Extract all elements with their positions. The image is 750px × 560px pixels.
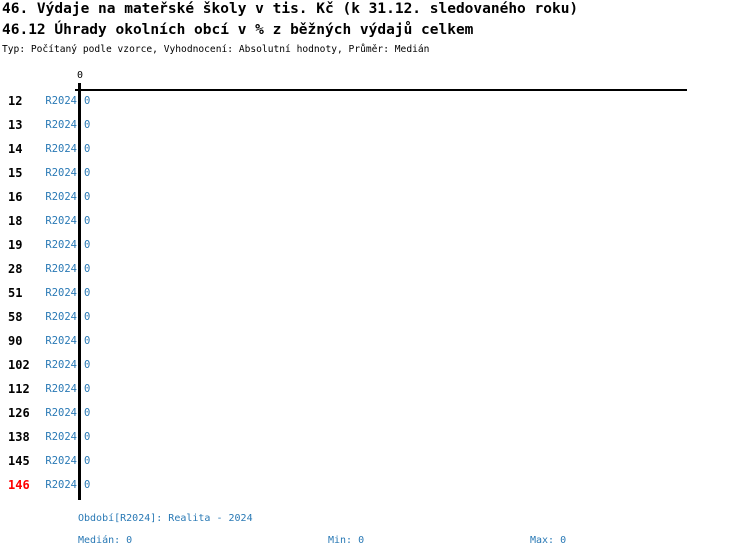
series-label: R2024 <box>45 263 77 275</box>
value-label: 0 <box>84 119 91 131</box>
series-label: R2024 <box>45 191 77 203</box>
value-label: 0 <box>84 455 91 467</box>
value-label: 0 <box>84 311 91 323</box>
category-label: 145 <box>8 454 30 468</box>
chart-row <box>0 89 750 113</box>
category-label: 28 <box>8 262 23 276</box>
value-label: 0 <box>84 407 91 419</box>
chart-row <box>0 473 750 497</box>
value-label: 0 <box>84 95 91 107</box>
category-label: 126 <box>8 406 30 420</box>
chart-row <box>0 449 750 473</box>
value-label: 0 <box>84 431 91 443</box>
value-label: 0 <box>84 263 91 275</box>
series-label: R2024 <box>45 143 77 155</box>
value-label: 0 <box>84 287 91 299</box>
value-label: 0 <box>84 167 91 179</box>
category-label: 15 <box>8 166 23 180</box>
series-label: R2024 <box>45 479 77 491</box>
series-label: R2024 <box>45 239 77 251</box>
category-label: 138 <box>8 430 30 444</box>
value-label: 0 <box>84 359 91 371</box>
chart-row <box>0 281 750 305</box>
chart-row <box>0 113 750 137</box>
category-label: 16 <box>8 190 23 204</box>
chart-row <box>0 257 750 281</box>
series-label: R2024 <box>45 119 77 131</box>
chart-row <box>0 233 750 257</box>
series-label: R2024 <box>45 311 77 323</box>
chart-title: 46. Výdaje na mateřské školy v tis. Kč (k 31.12. sledovaného roku) <box>2 1 579 17</box>
series-label: R2024 <box>45 407 77 419</box>
category-label: 90 <box>8 334 23 348</box>
chart-row <box>0 329 750 353</box>
series-label: R2024 <box>45 383 77 395</box>
chart-row <box>0 161 750 185</box>
category-label: 13 <box>8 118 23 132</box>
chart-row <box>0 137 750 161</box>
series-label: R2024 <box>45 455 77 467</box>
footer-max-stat: Max: 0 <box>530 535 567 546</box>
category-label: 112 <box>8 382 30 396</box>
value-label: 0 <box>84 191 91 203</box>
series-label: R2024 <box>45 287 77 299</box>
footer-period-line: Období[R2024]: Realita - 2024 <box>78 513 253 524</box>
category-label: 12 <box>8 94 23 108</box>
value-label: 0 <box>84 143 91 155</box>
chart-row <box>0 185 750 209</box>
series-label: R2024 <box>45 335 77 347</box>
footer-min-stat: Min: 0 <box>328 535 365 546</box>
series-label: R2024 <box>45 431 77 443</box>
chart-row <box>0 401 750 425</box>
chart-row <box>0 353 750 377</box>
value-label: 0 <box>84 383 91 395</box>
category-label: 51 <box>8 286 23 300</box>
chart-row <box>0 209 750 233</box>
chart-row <box>0 425 750 449</box>
series-label: R2024 <box>45 215 77 227</box>
value-label: 0 <box>84 479 91 491</box>
category-label: 19 <box>8 238 23 252</box>
chart-row <box>0 377 750 401</box>
series-label: R2024 <box>45 167 77 179</box>
value-label: 0 <box>84 215 91 227</box>
chart-subtitle: 46.12 Úhrady okolních obcí v % z běžných výdajů celkem <box>2 22 474 38</box>
chart-row <box>0 305 750 329</box>
value-label: 0 <box>84 239 91 251</box>
chart-meta-line: Typ: Počítaný podle vzorce, Vyhodnocení: Absolutní hodnoty, Průměr: Medián <box>2 44 430 55</box>
category-label: 102 <box>8 358 30 372</box>
chart-rows <box>0 89 750 497</box>
series-label: R2024 <box>45 359 77 371</box>
footer-median-stat: Medián: 0 <box>78 535 133 546</box>
category-label: 18 <box>8 214 23 228</box>
value-axis-zero-tick-label: 0 <box>76 70 84 81</box>
series-label: R2024 <box>45 95 77 107</box>
category-label-highlighted: 146 <box>8 478 30 492</box>
category-label: 58 <box>8 310 23 324</box>
value-label: 0 <box>84 335 91 347</box>
category-label: 14 <box>8 142 23 156</box>
